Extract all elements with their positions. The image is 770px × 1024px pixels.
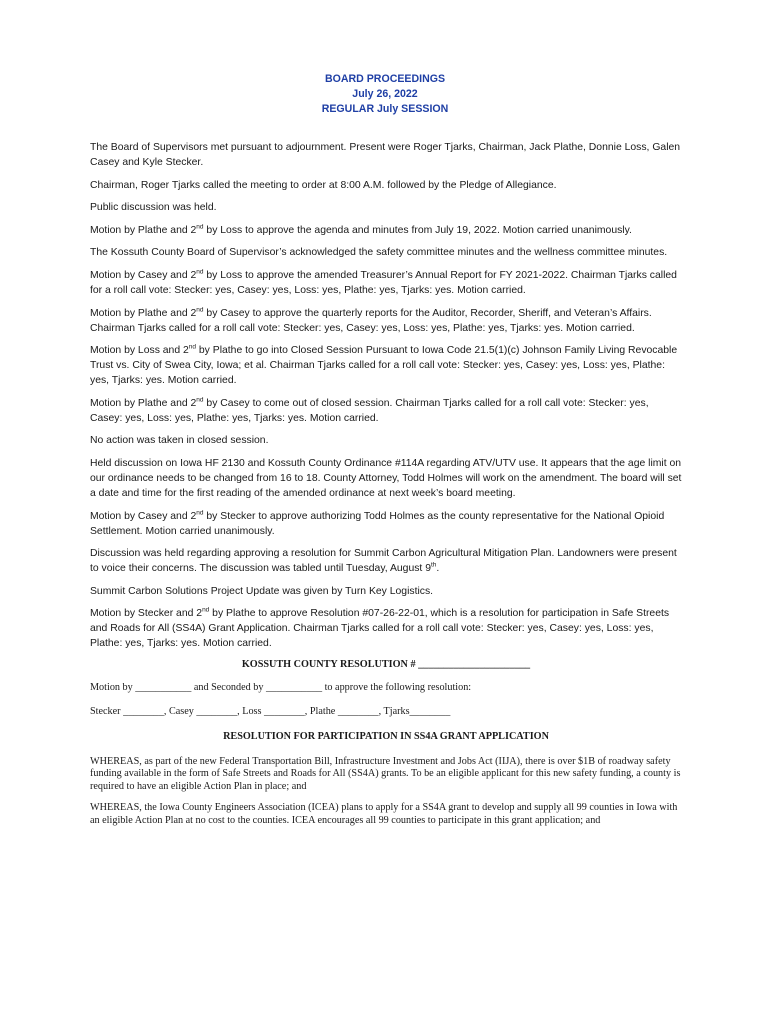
resolution-whereas-1: WHEREAS, as part of the new Federal Transportation Bill, Infrastructure Investment and Jobs Act (IIJA), there is over $1B of roadway safety funding available in the form of Safe Streets and Roads for All (SS4A) grants. To be an eligible applicant for this new safety funding, a county is required to have an eligible Action Plan in place; and (90, 755, 681, 792)
resolution-vote-line: Stecker ________, Casey ________, Loss ________, Plathe ________, Tjarks________ (90, 705, 451, 717)
paragraph-motion-ss4a: Motion by Stecker and 2nd by Plathe to approve Resolution #07-26-22-01, which is a resolution for participation in Safe Streets and Roads for All (SS4A) Grant Application. Chairman Tjarks called for a roll call vote: Stecker: yes, Casey: yes, Loss: yes, Plathe: yes, Tjarks: yes. Motion carried. (90, 606, 670, 650)
paragraph-motion-treasurer: Motion by Casey and 2nd by Loss to approve the amended Treasurer’s Annual Report for FY 2021-2022. Chairman Tjarks called for a roll call vote: Stecker: yes, Casey: yes, Loss: yes, Plathe: yes, Tjarks: yes. Motion carried. (90, 268, 677, 296)
header-date: July 26, 2022 (352, 88, 418, 100)
paragraph-attendance: The Board of Supervisors met pursuant to adjournment. Present were Roger Tjarks, Chairman, Jack Plathe, Donnie Loss, Galen Casey and Kyle Stecker. (90, 142, 681, 168)
resolution-whereas-2: WHEREAS, the Iowa County Engineers Association (ICEA) plans to apply for a SS4A grant to develop and supply all 99 counties in Iowa with an eligible Action Plan at no cost to the counties. ICEA encourages all 99 counties to participate in this grant application; and (90, 802, 678, 826)
document-header (0, 72, 770, 117)
proceedings-section (90, 140, 682, 651)
resolution-number-title: KOSSUTH COUNTY RESOLUTION # ______________________ (241, 658, 531, 670)
paragraph-motion-quarterly: Motion by Plathe and 2nd by Casey to approve the quarterly reports for the Auditor, Recorder, Sheriff, and Veteran’s Affairs. Chairman Tjarks called for a roll call vote: Stecker: yes, Casey: yes, Loss: yes, Plathe: yes, Tjarks: yes. Motion carried. (90, 306, 652, 334)
paragraph-motion-opioid: Motion by Casey and 2nd by Stecker to approve authorizing Todd Holmes as the county representative for the National Opioid Settlement. Motion carried unanimously. (90, 509, 665, 537)
paragraph-motion-agenda: Motion by Plathe and 2nd by Loss to approve the agenda and minutes from July 19, 2022. Motion carried unanimously. (90, 223, 632, 236)
resolution-motion-line: Motion by ___________ and Seconded by ___________ to approve the following resolution: (90, 682, 472, 694)
paragraph-motion-open-session: Motion by Plathe and 2nd by Casey to come out of closed session. Chairman Tjarks called for a roll call vote: Stecker: yes, Casey: yes, Loss: yes, Plathe: yes, Tjarks: yes. Motion carried. (90, 396, 649, 424)
paragraph-summit-update: Summit Carbon Solutions Project Update was given by Turn Key Logistics. (90, 585, 434, 597)
document-body (90, 140, 682, 836)
header-title: BOARD PROCEEDINGS (324, 73, 446, 85)
paragraph-motion-closed-session: Motion by Loss and 2nd by Plathe to go into Closed Session Pursuant to Iowa Code 21.5(1)(c) Johnson Family Living Revocable Trust vs. City of Swea City, Iowa; et al. Chairman Tjarks called for a roll call vote: Stecker: yes, Casey: yes, Loss: yes, Plathe: yes, Tjarks: yes. Motion carried. (90, 343, 678, 387)
paragraph-atv-discussion: Held discussion on Iowa HF 2130 and Kossuth County Ordinance #114A regarding ATV/UTV use. It appears that the age limit on our ordinance needs to be changed from 16 to 18. County Attorney, Todd Holmes will work on the amendment. The board will set a date and time for the first reading of the amended ordinance at next week’s board meeting. (90, 457, 682, 499)
paragraph-no-action: No action was taken in closed session. (90, 435, 269, 447)
header-session: REGULAR July SESSION (321, 103, 449, 115)
paragraph-call-to-order: Chairman, Roger Tjarks called the meeting to order at 8:00 A.M. followed by the Pledge of Allegiance. (90, 179, 557, 191)
resolution-section (90, 659, 682, 828)
resolution-heading: RESOLUTION FOR PARTICIPATION IN SS4A GRANT APPLICATION (223, 731, 549, 743)
paragraph-summit-discussion: Discussion was held regarding approving a resolution for Summit Carbon Agricultural Mitigation Plan. Landowners were present to voice their concerns. The discussion was tabled until Tuesday, August 9th. (90, 548, 677, 575)
paragraph-safety-committee: The Kossuth County Board of Supervisor’s acknowledged the safety committee minutes and the wellness committee minutes. (90, 247, 668, 259)
paragraph-public-discussion: Public discussion was held. (90, 202, 217, 214)
